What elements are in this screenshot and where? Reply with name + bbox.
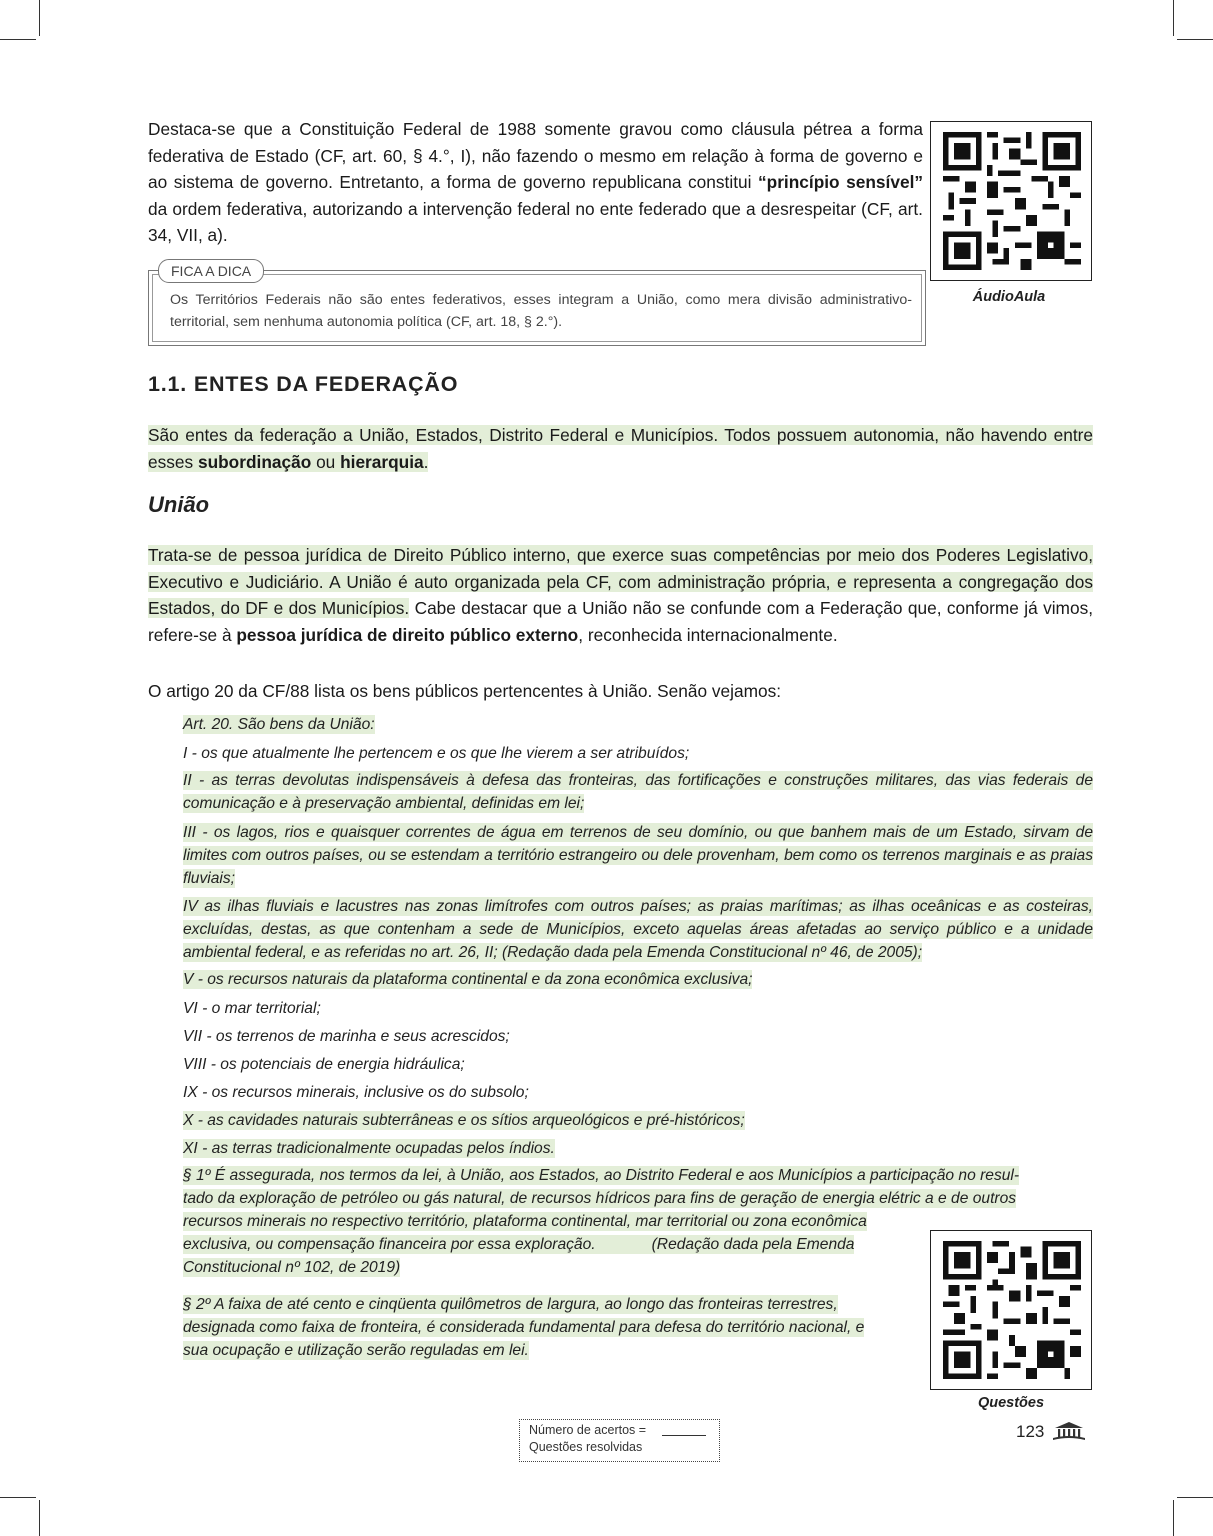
tip-label: FICA A DICA <box>158 259 264 283</box>
art20-inciso-vii: VII - os terrenos de marinha e seus acrescidos; <box>183 1028 510 1045</box>
entes-text-2: ou <box>311 451 341 472</box>
uniao-paragraph <box>148 542 1093 648</box>
crop-mark <box>0 39 36 40</box>
art20-inciso-iv: IV as ilhas fluviais e lacustres nas zonas limítrofes com outros países; as praias marítimas; as ilhas oceânicas e as costeiras, excluídas, destas, as que contenham a sede de Municípios, exceto aquelas áreas afetadas ao serviço público e a unidade ambiental federal, e as referidas no art. 26, II; (Redação dada pela Emenda Constitucional nº 46, de 2005); <box>183 898 1093 961</box>
qr-audio-icon <box>943 132 1081 270</box>
section-heading: 1.1. ENTES DA FEDERAÇÃO <box>148 372 459 396</box>
entes-paragraph <box>148 422 1093 475</box>
art20-paragrafo-1: § 1º É assegurada, nos termos da lei, à União, aos Estados, ao Distrito Federal e aos Municípios a participação no resul- tado da exploração de petróleo ou gás natural, de recursos hídricos para fins de geração de energia elétric a e de outros recursos minerais no respectivo território, plataforma continental, mar territorial ou zona econômica exclusiva, ou compensação financeira por essa exploração. (Redação dada pela Emenda Constitucional nº 102, de 2019) <box>183 1167 1020 1276</box>
subsection-heading-uniao: União <box>148 492 210 517</box>
art20-head: Art. 20. São bens da União: <box>183 716 375 733</box>
qr-questoes-icon <box>943 1241 1081 1379</box>
intro-paragraph <box>148 116 923 249</box>
score-line <box>662 1435 706 1436</box>
entes-bold-hierarquia: hierarquia <box>340 451 424 472</box>
crop-mark <box>0 1497 36 1498</box>
art20-inciso-v: V - os recursos naturais da plataforma continental e da zona econômica exclusiva; <box>183 971 753 988</box>
art20-inciso-iii: III - os lagos, rios e quaisquer correntes de água em terrenos de seu domínio, ou que banhem mais de um Estado, sirvam de limites com outros países, ou se estendam a território estrangeiro ou dele provenham, bem como os terrenos marginais e as praias fluviais; <box>183 824 1093 887</box>
intro-text-1: Destaca-se que a Constituição Federal de 1988 somente gravou como cláusula pétrea a forma federativa de Estado (CF, art. 60, § 4.°, I), não fazendo o mesmo em relação à forma de governo e ao sistema de governo. Entretanto, a forma de governo republicana constitui <box>148 119 923 192</box>
entes-bold-subordinacao: subordinação <box>197 451 312 472</box>
qr-questoes-caption: Questões <box>977 1395 1045 1411</box>
entes-text-1: São entes da federação a União, Estados, Distrito Federal e Municípios. Todos possuem autonomia, não havendo entre esses <box>148 425 1093 472</box>
art20-inciso-x: X - as cavidades naturais subterrâneas e os sítios arqueológicos e pré-históricos; <box>183 1112 745 1129</box>
crop-mark <box>1173 0 1174 36</box>
score-resolvidas-label: Questões resolvidas <box>529 1440 643 1454</box>
qr-audio-caption: ÁudioAula <box>972 289 1046 305</box>
crop-mark <box>1173 1500 1174 1536</box>
qr-code-questoes[interactable] <box>930 1230 1092 1390</box>
intro-bold-term: “princípio sensível” <box>758 172 924 192</box>
entes-text-3: . <box>423 451 429 472</box>
art20-paragrafo-2: § 2º A faixa de até cento e cinqüenta quilômetros de largura, ao longo das fronteiras terrestres, designada como faixa de fronteira, é considerada fundamental para defesa do território nacional, e sua ocupação e utilização serão reguladas em lei. <box>183 1296 865 1359</box>
uniao-text-2: , reconhecida internacionalmente. <box>578 624 838 645</box>
uniao-bold-term: pessoa jurídica de direito público externo <box>236 624 579 645</box>
uniao-text-1: Cabe destacar que a União não se confunde com a Federação que, conforme já vimos, refere-se à <box>148 598 1094 645</box>
score-acertos-label: Número de acertos = <box>529 1423 647 1437</box>
art20-inciso-vi: VI - o mar territorial; <box>183 1000 321 1017</box>
art20-inciso-ix: IX - os recursos minerais, inclusive os do subsolo; <box>183 1084 529 1101</box>
art20-inciso-xi: XI - as terras tradicionalmente ocupadas pelos índios. <box>183 1140 555 1157</box>
book-logo-icon <box>1051 1420 1087 1442</box>
page-number: 123 <box>1016 1422 1045 1441</box>
crop-mark <box>1177 1497 1213 1498</box>
crop-mark <box>39 1500 40 1536</box>
crop-mark <box>39 0 40 36</box>
artigo-20-intro: O artigo 20 da CF/88 lista os bens públicos pertencentes à União. Senão vejamos: <box>148 681 782 701</box>
art20-inciso-viii: VIII - os potenciais de energia hidráulica; <box>183 1056 465 1073</box>
art20-inciso-ii: II - as terras devolutas indispensáveis à defesa das fronteiras, das fortificações e construções militares, das vias federais de comunicação e à preservação ambiental, definidas em lei; <box>183 772 1093 812</box>
qr-code-audioaula[interactable] <box>930 121 1092 281</box>
tip-text: Os Territórios Federais não são entes federativos, esses integram a União, como mera divisão administrativo-territorial, sem nenhuma autonomia política (CF, art. 18, § 2.°). <box>170 292 912 330</box>
art20-inciso-i: I - os que atualmente lhe pertencem e os que lhe vierem a ser atribuídos; <box>183 745 690 762</box>
uniao-highlighted-text: Trata-se de pessoa jurídica de Direito Público interno, que exerce suas competências por meio dos Poderes Legislativo, Executivo e Judiciário. A União é auto organizada pela CF, com administração própria, e representa a congregação dos Estados, do DF e dos Municípios. <box>148 545 1093 618</box>
intro-text-2: da ordem federativa, autorizando a intervenção federal no ente federado que a desrespeitar (CF, art. 34, VII, a). <box>148 198 923 245</box>
crop-mark <box>1177 39 1213 40</box>
